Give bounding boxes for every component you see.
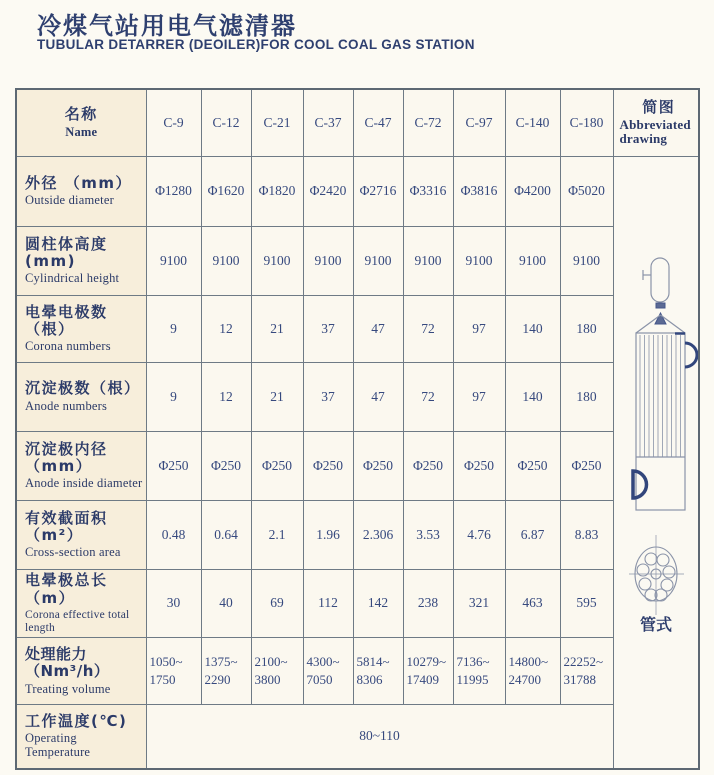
table-row (16, 569, 699, 638)
spec-value: Φ3816 (453, 156, 505, 227)
row-label-zh: 有效截面积（m²） (25, 508, 108, 544)
column-header-model: C-97 (453, 89, 505, 156)
spec-value: Φ1280 (146, 156, 201, 227)
spec-value: 8.83 (560, 501, 613, 570)
column-header-model: C-140 (505, 89, 560, 156)
spec-value: 463 (505, 569, 560, 638)
tube-hatch (640, 335, 681, 457)
cross-section-view (629, 535, 684, 615)
abbreviated-drawing (613, 156, 699, 769)
spec-value: 9100 (453, 227, 505, 296)
spec-value: 9100 (505, 227, 560, 296)
gas-outlet-nozzle-icon (675, 333, 697, 367)
column-header-model: C-72 (403, 89, 453, 156)
spec-value: 4300~ 7050 (303, 638, 353, 705)
spec-value: 37 (303, 295, 353, 362)
row-label-zh: 工作温度(℃) (25, 712, 128, 731)
spec-value: 6.87 (505, 501, 560, 570)
row-label-en: Corona numbers (25, 339, 111, 354)
page-title: 冷煤气站用电气滤清器 (37, 12, 297, 40)
spec-value: 2100~ 3800 (251, 638, 303, 705)
column-header-model: C-9 (146, 89, 201, 156)
header-name-zh: 名称 (64, 105, 98, 124)
row-label (16, 156, 146, 227)
spec-value: 22252~ 31788 (560, 638, 613, 705)
column-header-model: C-37 (303, 89, 353, 156)
detarrer-side-view (614, 157, 698, 763)
spec-value: Φ1620 (201, 156, 251, 227)
header-row (16, 89, 699, 156)
table-row (16, 156, 699, 227)
column-header-model: C-12 (201, 89, 251, 156)
spec-value: 1050~ 1750 (146, 638, 201, 705)
table-row (16, 431, 699, 501)
spec-value: 5814~ 8306 (353, 638, 403, 705)
spec-value: Φ250 (146, 431, 201, 501)
gas-inlet-nozzle-icon (633, 471, 647, 498)
row-label-zh: 圆柱体高度(mm) (25, 234, 108, 270)
spec-table (15, 88, 700, 770)
row-label-zh: 沉淀极数（根） (25, 379, 141, 398)
spec-value: 97 (453, 363, 505, 432)
row-label-en: Cross-section area (25, 545, 121, 560)
spec-value: 3.53 (403, 501, 453, 570)
row-label (16, 431, 146, 501)
spec-value: 180 (560, 363, 613, 432)
spec-value: 0.48 (146, 501, 201, 570)
table-row (16, 295, 699, 362)
row-label-en: Treating volume (25, 681, 111, 696)
spec-value: 2.1 (251, 501, 303, 570)
row-label-en: Outside diameter (25, 193, 114, 207)
spec-value: 21 (251, 363, 303, 432)
spec-value: Φ250 (403, 431, 453, 501)
spec-value: Φ4200 (505, 156, 560, 227)
neck-fitting (655, 303, 666, 324)
row-label-zh: 电晕极总长（m） (25, 571, 108, 607)
spec-value: 30 (146, 569, 201, 638)
spec-value: 9100 (403, 227, 453, 296)
spec-value: Φ3316 (403, 156, 453, 227)
row-label-zh: 外径 （mm） (25, 173, 132, 192)
spec-value: 14800~ 24700 (505, 638, 560, 705)
column-header-model: C-47 (353, 89, 403, 156)
row-label-en: Cylindrical height (25, 271, 120, 286)
drawing-header-en: Abbreviated drawing (619, 117, 691, 147)
spec-value: 9100 (251, 227, 303, 296)
drawing-caption: 管式 (639, 614, 672, 634)
table-row (16, 227, 699, 296)
spec-value: Φ2420 (303, 156, 353, 227)
spec-value: 9100 (146, 227, 201, 296)
spec-value: Φ250 (560, 431, 613, 501)
column-header-model: C-21 (251, 89, 303, 156)
spec-value: 9100 (303, 227, 353, 296)
drawing-header-zh: 简图 (642, 97, 676, 116)
spec-value: 112 (303, 569, 353, 638)
row-label (16, 363, 146, 432)
spec-value: 7136~ 11995 (453, 638, 505, 705)
row-label (16, 295, 146, 362)
spec-value: 9100 (560, 227, 613, 296)
row-label-en: Anode numbers (25, 398, 108, 413)
page-subtitle: TUBULAR DETARRER (DEOILER)FOR COOL COAL GAS STATION (37, 37, 475, 52)
row-label-zh: 处理能力（Nm³/h） (25, 645, 110, 681)
vessel-body (636, 315, 685, 510)
spec-value: 12 (201, 295, 251, 362)
spec-value: 142 (353, 569, 403, 638)
spec-value: Φ250 (251, 431, 303, 501)
table-row (16, 638, 699, 705)
spec-value: 180 (560, 295, 613, 362)
spec-value: 1375~ 2290 (201, 638, 251, 705)
spec-value: 72 (403, 363, 453, 432)
spec-value: 47 (353, 295, 403, 362)
row-label (16, 705, 146, 769)
spec-value: 10279~ 17409 (403, 638, 453, 705)
row-label (16, 501, 146, 570)
spec-value: 0.64 (201, 501, 251, 570)
row-label-en: Operating Temperature (25, 731, 91, 760)
spec-value: 12 (201, 363, 251, 432)
row-label-en: Anode inside diameter (25, 476, 143, 491)
spec-value: 69 (251, 569, 303, 638)
row-label-zh: 沉淀极内径（mm） (25, 439, 108, 475)
spec-value: 140 (505, 295, 560, 362)
spec-value: 40 (201, 569, 251, 638)
spec-value: Φ1820 (251, 156, 303, 227)
spec-value: 97 (453, 295, 505, 362)
spec-value: 9100 (201, 227, 251, 296)
insulator-icon (643, 258, 669, 302)
spec-value: 2.306 (353, 501, 403, 570)
column-header-drawing (613, 89, 699, 156)
spec-value: 1.96 (303, 501, 353, 570)
table-row-operating-temperature (16, 705, 699, 769)
spec-value: 4.76 (453, 501, 505, 570)
spec-value: Φ250 (353, 431, 403, 501)
spec-value: 321 (453, 569, 505, 638)
spec-value: 21 (251, 295, 303, 362)
operating-temperature-value: 80~110 (146, 705, 613, 769)
spec-value: Φ5020 (560, 156, 613, 227)
table-row (16, 363, 699, 432)
spec-value: 47 (353, 363, 403, 432)
spec-value: Φ250 (453, 431, 505, 501)
spec-value: 9100 (353, 227, 403, 296)
spec-value: Φ250 (505, 431, 560, 501)
table-row (16, 501, 699, 570)
spec-value: 140 (505, 363, 560, 432)
row-label (16, 638, 146, 705)
spec-value: 595 (560, 569, 613, 638)
header-name-en: Name (65, 124, 98, 139)
spec-value: 238 (403, 569, 453, 638)
row-label (16, 569, 146, 638)
row-label-en: Corona effective total length (25, 608, 130, 634)
row-label (16, 227, 146, 296)
spec-value: Φ2716 (353, 156, 403, 227)
column-header-model: C-180 (560, 89, 613, 156)
header-name-cell (16, 89, 146, 156)
spec-value: Φ250 (303, 431, 353, 501)
spec-value: 37 (303, 363, 353, 432)
spec-value: 72 (403, 295, 453, 362)
spec-value: Φ250 (201, 431, 251, 501)
row-label-zh: 电晕电极数（根） (25, 302, 108, 338)
spec-value: 9 (146, 295, 201, 362)
spec-value: 9 (146, 363, 201, 432)
